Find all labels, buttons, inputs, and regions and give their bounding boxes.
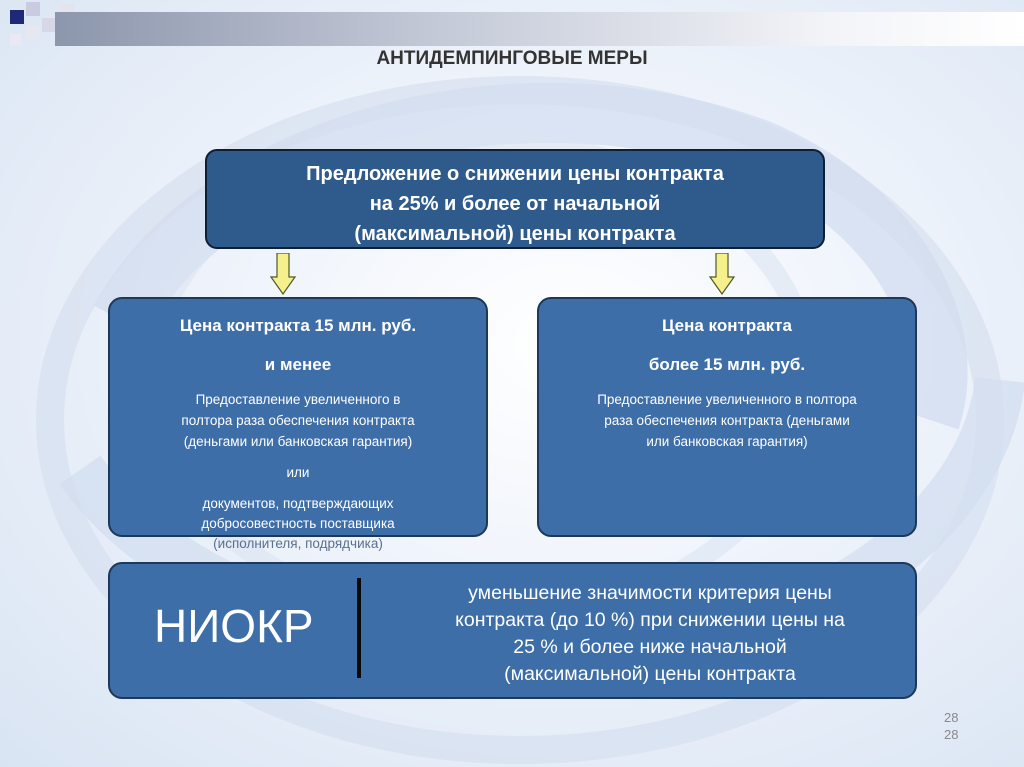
left-box-text: полтора раза обеспечения контракта <box>181 413 415 428</box>
vertical-divider <box>357 578 361 678</box>
down-arrow-icon <box>270 253 296 295</box>
left-box <box>108 297 488 551</box>
bottom-box-line: (максимальной) цены контракта <box>504 663 796 685</box>
top-box-line: на 25% и более от начальной <box>369 193 661 215</box>
right-box-text: Предоставление увеличенного в полтора <box>597 392 857 407</box>
bottom-box-line: уменьшение значимости критерия цены <box>468 582 832 604</box>
bottom-box <box>108 562 917 699</box>
niokr-label: НИОКР <box>154 600 314 652</box>
page-number-line: 28 <box>944 727 959 742</box>
right-box-text: или банковская гарантия) <box>646 434 808 449</box>
slide-title: АНТИДЕМПИНГОВЫЕ МЕРЫ <box>376 48 648 69</box>
left-box-text: Предоставление увеличенного в <box>195 392 401 407</box>
left-box-doc-text: (исполнителя, подрядчика) <box>213 536 383 551</box>
page-number-line: 28 <box>944 710 959 725</box>
right-box <box>537 297 917 537</box>
left-box-heading: Цена контракта 15 млн. руб. <box>179 316 417 335</box>
right-box-subheading: более 15 млн. руб. <box>648 355 806 374</box>
left-box-doc-text: документов, подтверждающих <box>202 496 394 511</box>
top-box-line: (максимальной) цены контракта <box>354 223 676 245</box>
right-box-text: раза обеспечения контракта (деньгами <box>604 413 850 428</box>
left-box-text: (деньгами или банковская гарантия) <box>183 434 413 449</box>
title-bar-gradient <box>55 12 1024 46</box>
top-box <box>205 149 825 249</box>
bottom-box-text <box>400 580 900 688</box>
bottom-box-line: контракта (до 10 %) при снижении цены на <box>455 609 845 631</box>
left-box-or: или <box>286 465 310 480</box>
left-box-subheading: и менее <box>264 355 332 374</box>
left-box-doc-text: добросовестность поставщика <box>201 516 395 531</box>
bottom-box-line: 25 % и более ниже начальной <box>513 636 787 658</box>
page-number <box>944 709 958 743</box>
right-box-heading: Цена контракта <box>662 316 792 335</box>
top-box-line: Предложение о снижении цены контракта <box>306 163 724 185</box>
down-arrow-icon <box>709 253 735 295</box>
